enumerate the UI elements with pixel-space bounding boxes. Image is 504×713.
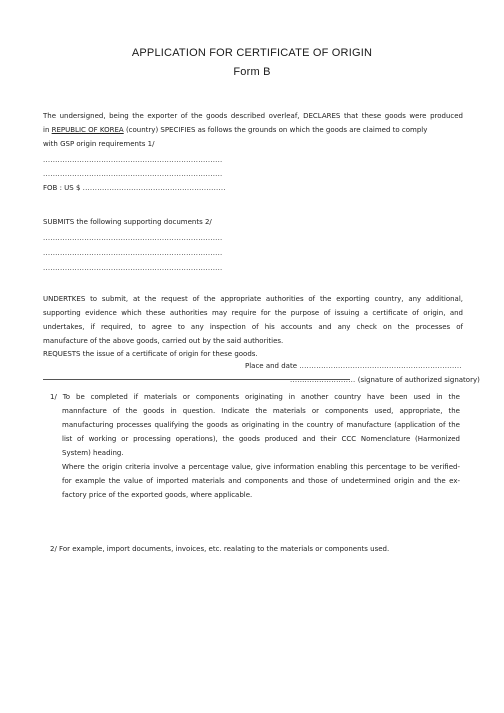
note1-line-4: list of working or processing operations), the goods produced and their CCC Nomenclature (Harmonized	[62, 435, 460, 443]
requests-line: REQUESTS the issue of a certificate of origin for these goods.	[43, 350, 258, 358]
declaration-line-1: The undersigned, being the exporter of the goods described overleaf, DECLARES that these goods were produced	[43, 112, 463, 120]
note1-line-1: 1/ To be completed if materials or components originating in another country have been used in the	[50, 393, 460, 401]
country-value: REPUBLIC OF KOREA	[51, 126, 124, 134]
place-date-dots: ...................................................................	[299, 362, 462, 370]
document-title: APPLICATION FOR CERTIFICATE OF ORIGIN	[131, 47, 373, 59]
note1b-line-3: factory price of the exported goods, where applicable.	[62, 491, 253, 499]
supporting-doc-line-3: ..........................................................................	[43, 264, 223, 272]
declaration-line-2-pre: in	[43, 126, 50, 134]
fob-line	[43, 184, 226, 192]
note2-line: 2/ For example, import documents, invoices, etc. realating to the materials or components used.	[50, 545, 390, 553]
note1b-line-1: Where the origin criteria involve a percentage value, give information enabling this percentage to be verified-	[62, 463, 460, 471]
note1-line-3: manufacturing processes qualifying the goods as originating in the country of manufacture (application of the	[62, 421, 460, 429]
undertakes-line-3: undertakes, if required, to agree to any inspection of his accounts and any check on the processes of	[43, 323, 463, 331]
origin-grounds-line-2: ..........................................................................	[43, 170, 223, 178]
place-date-line	[245, 362, 462, 370]
footnote-separator	[43, 379, 350, 380]
fob-label: FOB : US $	[43, 184, 81, 192]
origin-grounds-line-1: ..........................................................................	[43, 156, 223, 164]
signature-label: (signature of authorized signatory)	[357, 376, 480, 384]
note1-line-5: System) heading.	[62, 449, 124, 457]
declaration-line-3: with GSP origin requirements 1/	[43, 140, 155, 148]
document-subtitle: Form B	[233, 66, 271, 78]
note1-line-2: mannfacture of the goods in question. Indicate the materials or components used, appropriate, the	[62, 407, 460, 415]
place-date-label: Place and date	[245, 362, 298, 370]
undertakes-line-1: UNDERTKES to submit, at the request of the appropriate authorities of the exporting country, any additional,	[43, 295, 463, 303]
supporting-doc-line-2: ..........................................................................	[43, 249, 223, 257]
declaration-line-2	[43, 126, 427, 134]
fob-dots: ...........................................................	[82, 184, 226, 192]
signature-line	[290, 376, 480, 384]
undertakes-line-4: manufacture of the above goods, carried out by the said authorities.	[43, 337, 284, 345]
undertakes-line-2: supporting evidence which these authorities may require for the purpose of issuing a certificate of origin, and	[43, 309, 463, 317]
supporting-doc-line-1: ..........................................................................	[43, 234, 223, 242]
declaration-line-2-post: (country) SPECIFIES as follows the grounds on which the goods are claimed to comply	[125, 126, 428, 134]
submits-heading: SUBMITS the following supporting documents 2/	[43, 218, 212, 226]
signature-dots: ...........................	[290, 376, 356, 384]
note1b-line-2: for example the value of imported materials and components and those of undetermined origin and the ex-	[62, 477, 460, 485]
